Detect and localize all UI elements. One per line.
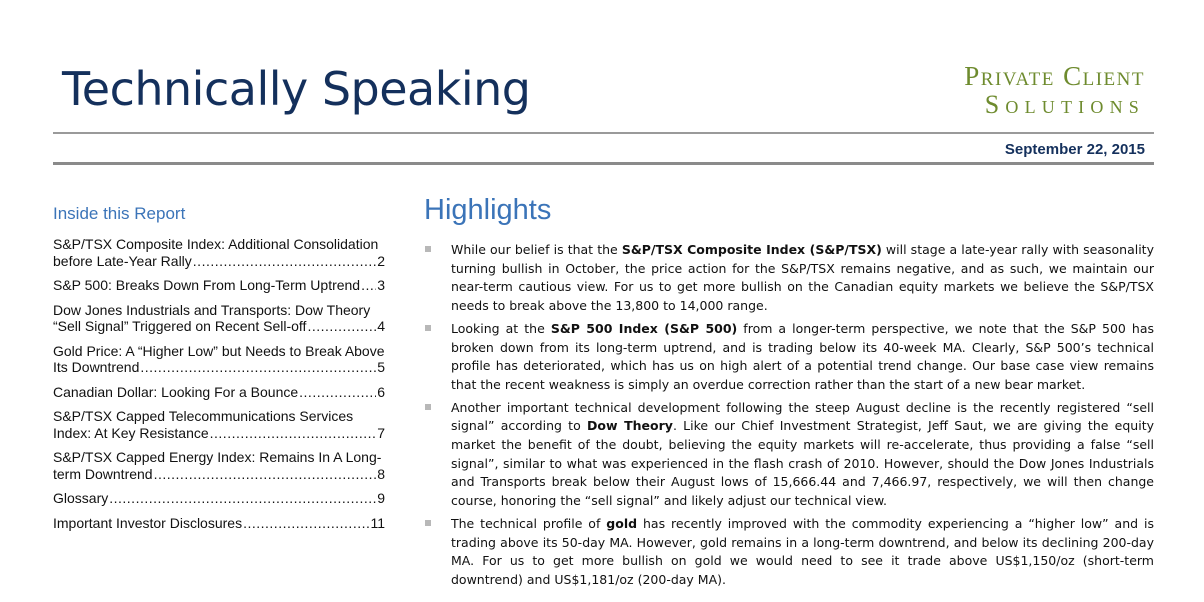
highlight-text: While our belief is that the <box>451 242 622 257</box>
highlights-heading: Highlights <box>424 194 552 226</box>
toc-item-text: S&P/TSX Capped Telecommunications Services <box>53 408 354 424</box>
highlight-bold-term: S&P/TSX Composite Index (S&P/TSX) <box>621 242 882 257</box>
toc-leader-dots <box>193 253 376 270</box>
bullet-square-icon <box>425 246 431 252</box>
toc-page-number: 8 <box>377 465 385 482</box>
highlight-bold-term: Dow Theory <box>586 418 673 434</box>
toc-item-text: S&P/TSX Composite Index: Additional Consolidation <box>53 236 379 252</box>
toc-item[interactable] <box>53 449 385 482</box>
brand-logo <box>964 62 1145 120</box>
toc-page-number: 11 <box>370 514 385 531</box>
date-divider <box>53 162 1154 165</box>
highlight-bullet <box>424 241 1154 316</box>
highlight-text: from a longer-term perspective, we note that the S&P 500 has broken down from its long-term uptrend, and is trading below its 40-week MA. Clearly, S&P 500’s technical profile has deteriorated, which has us on high alert of a potential trend change. Our base case view remains that the recent weakness is simply an overdue correction rather than the start of a new bear market. <box>451 320 1155 392</box>
toc-leader-dots <box>243 515 369 532</box>
toc-leader-dots <box>307 318 376 335</box>
highlight-bold-term: S&P 500 Index (S&P 500) <box>550 320 738 336</box>
toc-item-text: Gold Price: A “Higher Low” but Needs to Break Above <box>53 342 385 359</box>
bullet-square-icon <box>425 325 431 331</box>
toc-item-text: before Late-Year Rally <box>53 252 192 269</box>
brand-line-2: Solutions <box>984 90 1145 119</box>
report-title: Technically Speaking <box>62 62 531 116</box>
table-of-contents <box>53 204 385 539</box>
highlights-section <box>424 194 1154 594</box>
toc-item[interactable] <box>53 302 385 335</box>
toc-item[interactable] <box>53 490 385 507</box>
toc-leader-dots <box>154 466 377 483</box>
toc-page-number: 7 <box>377 424 385 441</box>
toc-item-text: Its Downtrend <box>53 359 140 375</box>
toc-item-text: Important Investor Disclosures <box>53 514 243 531</box>
toc-leader-dots <box>140 359 376 376</box>
toc-item[interactable] <box>53 384 385 401</box>
toc-leader-dots <box>299 384 376 401</box>
highlight-bullet <box>424 399 1154 511</box>
toc-item-text: S&P/TSX Capped Energy Index: Remains In A Long- <box>53 449 382 465</box>
highlight-text: will stage a late-year rally with seasonality turning bullish in October, the price action for the S&P/TSX remains negative, and as such, we maintain our near-term cautious view. For us to get more bullish on the Canadian equity markets we believe the S&P/TSX needs to break above the 13,800 to 14,000 range. <box>451 242 1154 314</box>
toc-list <box>53 236 385 531</box>
toc-heading: Inside this Report <box>53 204 186 223</box>
toc-page-number: 9 <box>377 490 385 506</box>
bullet-square-icon <box>425 520 431 526</box>
toc-leader-dots <box>109 490 376 507</box>
toc-page-number: 5 <box>377 359 385 375</box>
highlight-text: The technical profile of <box>451 515 607 531</box>
toc-item[interactable] <box>53 236 385 269</box>
brand-line-1: Private Client <box>964 61 1145 91</box>
highlight-bullet <box>424 515 1154 590</box>
toc-page-number: 6 <box>377 383 385 400</box>
report-date: September 22, 2015 <box>1004 141 1145 158</box>
toc-page-number: 3 <box>377 277 385 293</box>
toc-page-number: 4 <box>377 318 385 334</box>
toc-leader-dots <box>210 425 377 442</box>
highlight-bullet <box>424 320 1154 395</box>
toc-item[interactable] <box>53 343 385 376</box>
highlight-text: Another important technical development following the steep August decline is the recently registered “sell signal” according to <box>451 399 1154 434</box>
highlight-text: Looking at the <box>451 320 551 336</box>
highlight-text: has recently improved with the commodity experiencing a “higher low” and is trading above its 50-day MA. However, gold remains in a long-term downtrend, and below its declining 200-day MA. For us to get more bullish on gold we would need to see it trade above US$1,150/oz (short-term downtrend) and US$1,181/oz (200-day MA). <box>451 515 1154 587</box>
toc-item-text: Glossary <box>53 490 109 506</box>
highlight-text: . Like our Chief Investment Strategist, Jeff Saut, we are giving the equity market the benefit of the doubt, believing the equity markets will re-accelerate, thus providing a false “sell signal”, similar to what was experienced in the flash crash of 2010. However, should the Dow Jones Industrials and Transports break below their August lows of 15,666.44 and 7,466.97, respectively, we will then change course, honoring the “sell signal” and likely adjust our technical view. <box>451 418 1155 509</box>
toc-item-text: “Sell Signal” Triggered on Recent Sell-off <box>53 318 307 334</box>
bullet-square-icon <box>425 404 431 410</box>
toc-item[interactable] <box>53 408 385 441</box>
toc-item-text: Index: At Key Resistance <box>53 424 209 441</box>
highlight-bold-term: gold <box>606 515 638 531</box>
toc-leader-dots <box>361 277 376 294</box>
toc-item-text: Dow Jones Industrials and Transports: Dow Theory <box>53 301 371 318</box>
toc-item[interactable] <box>53 277 385 294</box>
toc-item-text: S&P 500: Breaks Down From Long-Term Uptrend <box>53 277 361 293</box>
header-divider <box>53 132 1154 134</box>
toc-item-text: Canadian Dollar: Looking For a Bounce <box>53 383 299 400</box>
toc-item-text: term Downtrend <box>53 465 153 482</box>
highlights-list <box>424 241 1154 590</box>
toc-page-number: 2 <box>377 252 385 269</box>
toc-item[interactable] <box>53 515 385 532</box>
